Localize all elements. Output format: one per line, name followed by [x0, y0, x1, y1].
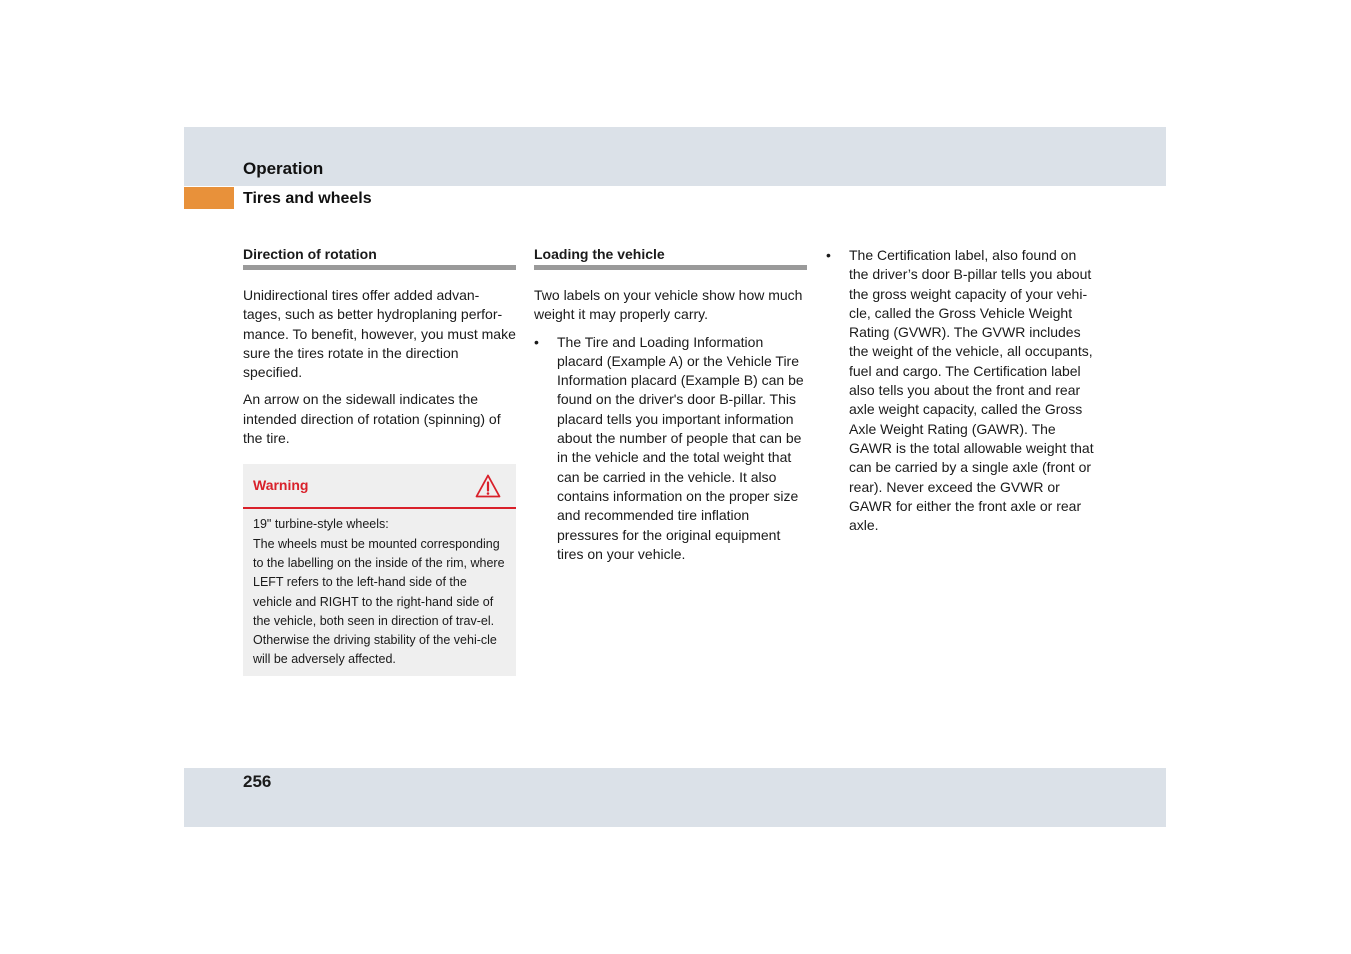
bullet-text: The Certification label, also found on the driver’s door B-pillar tells you about the gross weight capacity of your vehi-cle, called the Gross Vehicle Weight Rating (GVWR). The GVWR includes the weight of the vehicle, all occupants, fuel and cargo. The Certification label also tells you about the front and rear axle weight capacity, called the Gross Axle Weight Rating (GAWR). The GAWR is the total allowable weight that can be carried by a single axle (front or rear). Never exceed the GVWR or GAWR for either the front axle or rear axle. [849, 247, 1094, 534]
bullet-list [826, 246, 1099, 535]
section-marker [184, 187, 234, 209]
paragraph: Unidirectional tires offer added advan-tages, such as better hydroplaning perfor-mance. To benefit, however, you must make sure the tires rotate in the direction specified. [243, 287, 516, 381]
header-band [184, 127, 1166, 186]
heading-direction-of-rotation: Direction of rotation [243, 246, 516, 270]
footer-band [184, 768, 1166, 827]
column-loading-the-vehicle [534, 246, 807, 564]
paragraph: An arrow on the sidewall indicates the intended direction of rotation (spinning) of the tire. [243, 391, 501, 447]
column-certification-label [826, 246, 1099, 535]
warning-triangle-icon [475, 474, 501, 498]
heading-loading-the-vehicle: Loading the vehicle [534, 246, 807, 270]
subsection-title: Tires and wheels [243, 190, 372, 207]
warning-box [243, 464, 516, 675]
section-title: Operation [243, 159, 324, 178]
list-item [826, 246, 1099, 535]
list-item [534, 333, 807, 565]
page-number: 256 [243, 772, 272, 791]
warning-header [243, 464, 516, 509]
column-direction-of-rotation [243, 246, 516, 676]
bullet-list [534, 333, 807, 565]
bullet-text: The Tire and Loading Information placard (Example A) or the Vehicle Tire Information placard (Example B) can be found on the driver's door B-pillar. This placard tells you important information about the number of people that can be in the vehicle and the total weight that can be carried in the vehicle. It also contains information on the proper size and recommended tire inflation pressures for the original equipment tires on your vehicle. [557, 333, 804, 562]
bullet-dot: • [534, 333, 539, 350]
warning-text: The wheels must be mounted corresponding to the labelling on the inside of the rim, where LEFT refers to the left-hand side of the vehicle and RIGHT to the right-hand side of the vehicle, both seen in direction of trav-el. Otherwise the driving stability of the vehi-cle will be adversely affected. [253, 536, 505, 667]
warning-label: Warning [253, 477, 309, 494]
warning-line: 19" turbine-style wheels: [253, 517, 389, 532]
paragraph: Two labels on your vehicle show how much weight it may properly carry. [534, 287, 803, 323]
bullet-dot: • [826, 247, 831, 263]
warning-body [243, 509, 516, 675]
